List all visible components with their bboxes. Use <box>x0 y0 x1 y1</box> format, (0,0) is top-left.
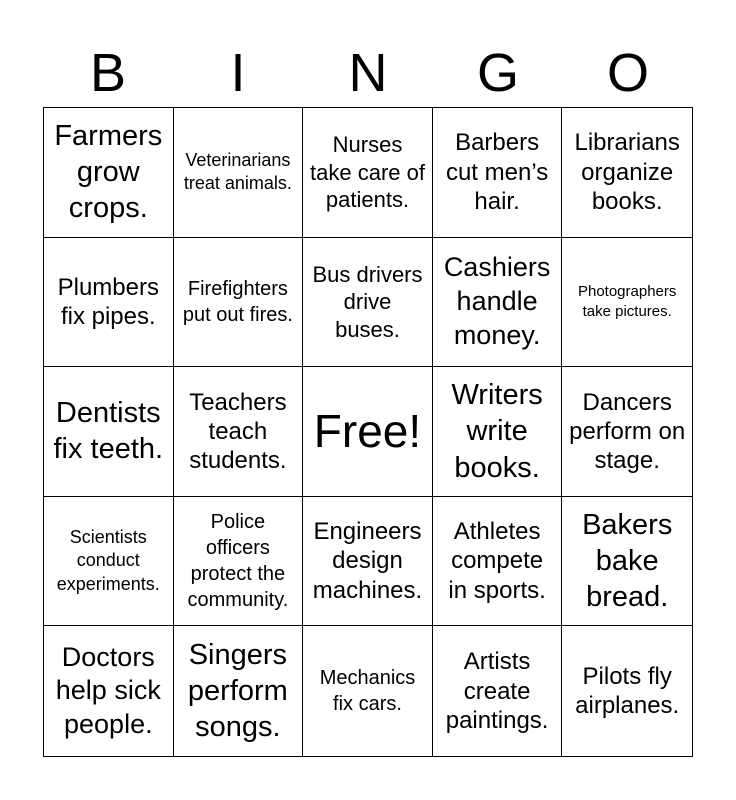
header-letter-b: B <box>89 43 127 103</box>
cell-text: Librarians organize books. <box>574 129 680 215</box>
cell-text: Teachers teach students. <box>189 388 287 475</box>
cell-text: Singers perform songs. <box>187 638 288 744</box>
bingo-cell[interactable] <box>174 108 304 238</box>
cell-text: Firefighters put out fires. <box>182 277 293 326</box>
bingo-cell[interactable] <box>562 497 692 627</box>
cell-text: Mechanics fix cars. <box>319 667 416 716</box>
bingo-free-cell[interactable] <box>303 367 433 497</box>
bingo-board <box>43 107 693 757</box>
cell-text: Cashiers handle money. <box>443 252 551 350</box>
cell-text: Dancers perform on stage. <box>569 388 686 475</box>
bingo-cell[interactable] <box>303 108 433 238</box>
bingo-cell[interactable] <box>433 108 563 238</box>
bingo-cell[interactable] <box>562 626 692 756</box>
bingo-cell[interactable] <box>562 238 692 368</box>
bingo-cell[interactable] <box>433 626 563 756</box>
cell-text: Farmers grow crops. <box>54 119 163 225</box>
cell-text: Athletes compete in sports. <box>448 518 546 604</box>
bingo-cell[interactable] <box>303 497 433 627</box>
header-letter-g: G <box>476 43 519 103</box>
cell-text: Police officers protect the community. <box>187 511 289 612</box>
bingo-cell[interactable] <box>303 238 433 368</box>
bingo-cell[interactable] <box>44 367 174 497</box>
bingo-cell[interactable] <box>433 238 563 368</box>
cell-text: Dentists fix teeth. <box>53 397 164 466</box>
bingo-cell[interactable] <box>174 238 304 368</box>
bingo-cell[interactable] <box>44 108 174 238</box>
bingo-cell[interactable] <box>174 367 304 497</box>
cell-text: Pilots fly airplanes. <box>575 662 680 720</box>
free-space-text: Free! <box>313 405 422 458</box>
bingo-header <box>43 40 693 106</box>
cell-text: Scientists conduct experiments. <box>56 527 160 594</box>
cell-text: Bakers bake bread. <box>582 508 673 614</box>
cell-text: Photographers take pictures. <box>577 282 677 320</box>
bingo-cell[interactable] <box>44 238 174 368</box>
bingo-cell[interactable] <box>433 497 563 627</box>
bingo-cell[interactable] <box>303 626 433 756</box>
bingo-cell[interactable] <box>562 367 692 497</box>
bingo-cell[interactable] <box>174 497 304 627</box>
cell-text: Engineers design machines. <box>312 518 423 604</box>
bingo-cell[interactable] <box>174 626 304 756</box>
cell-text: Nurses take care of patients. <box>310 132 425 213</box>
cell-text: Artists create paintings. <box>445 648 549 734</box>
header-letter-n: N <box>348 43 388 103</box>
bingo-cell[interactable] <box>44 626 174 756</box>
cell-text: Veterinarians treat animals. <box>183 149 292 194</box>
bingo-cell[interactable] <box>433 367 563 497</box>
header-letter-i: I <box>230 43 246 103</box>
cell-text: Plumbers fix pipes. <box>57 273 159 330</box>
bingo-cell[interactable] <box>562 108 692 238</box>
cell-text: Writers write books. <box>451 379 543 484</box>
bingo-cell[interactable] <box>44 497 174 627</box>
cell-text: Bus drivers drive buses. <box>312 261 423 342</box>
cell-text: Barbers cut men’s hair. <box>445 129 549 215</box>
header-letter-o: O <box>606 43 649 103</box>
cell-text: Doctors help sick people. <box>55 641 161 740</box>
